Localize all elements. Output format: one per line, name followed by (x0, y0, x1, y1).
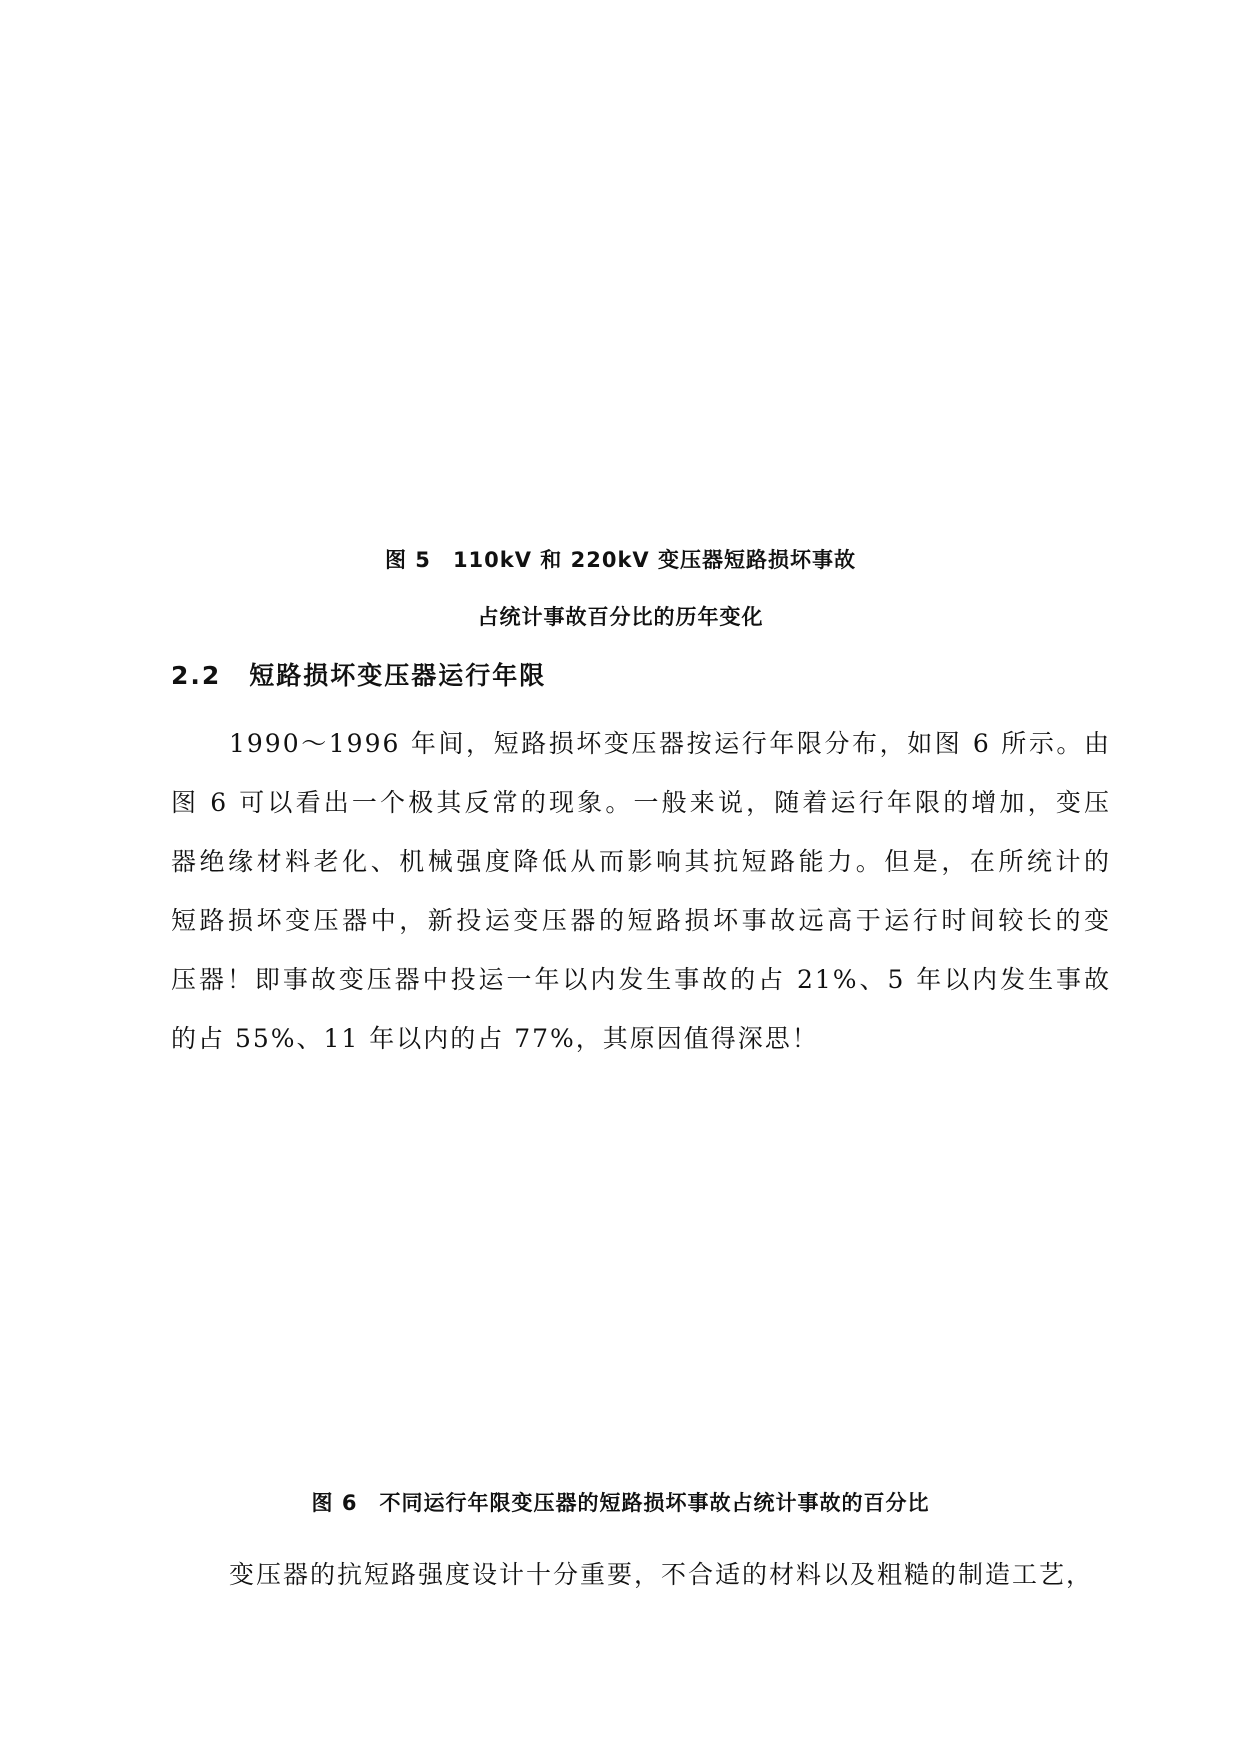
figure-6-caption-text: 不同运行年限变压器的短路损坏事故占统计事故的百分比 (379, 1491, 930, 1515)
figure-5-number: 图 5 (385, 548, 431, 572)
figure-6-number: 图 6 (311, 1491, 358, 1515)
paragraph-2-line: 变压器的抗短路强度设计十分重要，不合适的材料以及粗糙的制造工艺， (229, 1560, 1094, 1589)
section-number: 2.2 (171, 661, 222, 690)
paragraph-2 (171, 1545, 1111, 1604)
figure-5-image-area (171, 60, 1111, 530)
figure-6-caption (0, 1488, 1241, 1518)
paragraph-1 (171, 714, 1111, 1068)
paragraph-1-line: 1990～1996 年间，短路损坏变压器按运行年限分布，如图 6 所示。由 (229, 729, 1111, 758)
figure-5-caption-line2: 占统计事故百分比的历年变化 (477, 605, 764, 629)
paragraph-1-line: 器绝缘材料老化、机械强度降低从而影响其抗短路能力。但是，在所统计的 (171, 847, 1111, 876)
figure-5-caption-text-1: 110kV 和 220kV 变压器短路损坏事故 (452, 548, 856, 572)
paragraph-1-line: 的占 55%、11 年以内的占 77%，其原因值得深思！ (171, 1024, 819, 1053)
section-title: 短路损坏变压器运行年限 (249, 661, 547, 690)
paragraph-1-line: 短路损坏变压器中，新投运变压器的短路损坏事故远高于运行时间较长的变 (171, 906, 1111, 935)
figure-6-image-area (171, 1075, 1111, 1465)
paragraph-1-line: 压器！即事故变压器中投运一年以内发生事故的占 21%、5 年以内发生事故 (171, 965, 1111, 994)
paragraph-1-line: 图 6 可以看出一个极其反常的现象。一般来说，随着运行年限的增加，变压 (171, 788, 1111, 817)
figure-5-caption-line1 (0, 545, 1241, 575)
section-heading (171, 659, 546, 693)
